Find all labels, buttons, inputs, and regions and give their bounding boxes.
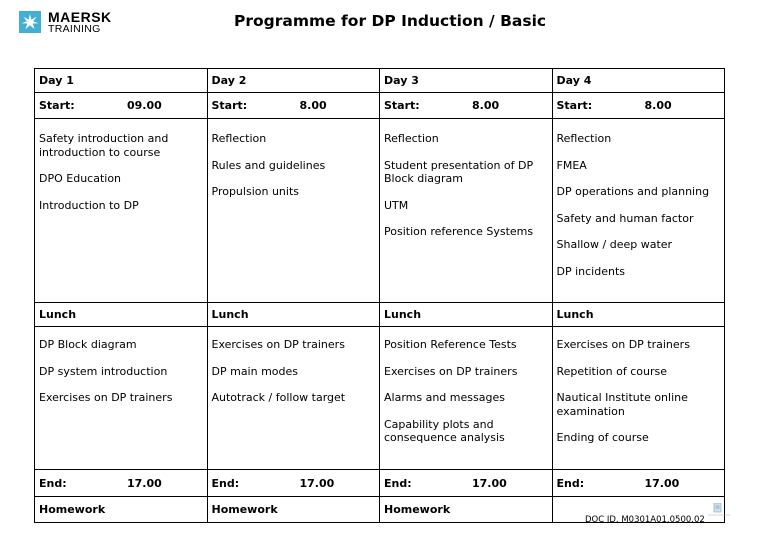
- homework-cell: Homework: [207, 497, 380, 523]
- homework-cell: Homework: [35, 497, 208, 523]
- maersk-star-icon: [19, 11, 41, 33]
- session-item: Repetition of course: [556, 364, 667, 378]
- logo-subtitle: TRAINING: [48, 23, 101, 35]
- end-label: End:: [39, 476, 67, 490]
- start-time-value: 09.00: [127, 99, 162, 112]
- end-time-cell: [207, 470, 380, 497]
- end-time-cell: [35, 470, 208, 497]
- day-header-cell: Day 1: [35, 69, 208, 93]
- end-label: End:: [211, 476, 240, 490]
- session-item: Reflection: [211, 132, 267, 145]
- start-time-value: 8.00: [299, 99, 327, 112]
- start-time-cell: [35, 93, 208, 119]
- day-header-cell: Day 4: [552, 69, 725, 93]
- start-label: Start:: [39, 99, 75, 112]
- afternoon-sessions-cell: [380, 327, 553, 470]
- logo-brand: MAERSK: [48, 9, 112, 25]
- afternoon-sessions-cell: [207, 327, 380, 470]
- start-time-cell: [552, 93, 725, 119]
- morning-sessions-row: [35, 119, 725, 303]
- star-icon: [19, 11, 41, 33]
- homework-cell: Homework: [380, 497, 553, 523]
- doc-id: DOC ID. M0301A01.0500.02: [585, 515, 705, 525]
- session-item: Position reference Systems: [384, 225, 534, 238]
- session-item: UTM: [384, 198, 409, 212]
- afternoon-sessions-cell: [552, 327, 725, 470]
- start-label: Start:: [384, 99, 420, 112]
- morning-sessions-cell: [380, 119, 553, 303]
- end-time-value: 17.00: [299, 476, 335, 490]
- lunch-row: [35, 303, 725, 327]
- session-item: Propulsion units: [211, 185, 299, 198]
- session-item: Student presentation of DP Block diagram: [384, 158, 534, 185]
- session-item: Ending of course: [556, 431, 649, 444]
- session-item: DP incidents: [556, 264, 625, 278]
- session-item: Safety introduction and introduction to course: [39, 132, 169, 159]
- session-item: Reflection: [384, 132, 439, 145]
- start-time-cell: [207, 93, 380, 119]
- session-item: Rules and guidelines: [211, 158, 326, 172]
- session-item: Capability plots and consequence analysis: [384, 417, 505, 444]
- start-time-row: [35, 93, 725, 119]
- session-item: Introduction to DP: [39, 198, 139, 212]
- session-item: DP system introduction: [39, 364, 168, 378]
- start-time-value: 8.00: [472, 99, 500, 112]
- start-time-value: 8.00: [644, 99, 672, 112]
- day-header-cell: Day 2: [207, 69, 380, 93]
- session-item: Alarms and messages: [384, 391, 505, 404]
- start-time-cell: [380, 93, 553, 119]
- lunch-cell: Lunch: [552, 303, 725, 327]
- end-time-cell: [380, 470, 553, 497]
- start-label: Start:: [211, 99, 248, 112]
- end-time-cell: [552, 470, 725, 497]
- session-item: Shallow / deep water: [556, 238, 673, 251]
- session-item: FMEA: [556, 158, 587, 172]
- end-time-value: 17.00: [472, 476, 507, 490]
- session-item: DP Block diagram: [39, 338, 137, 351]
- end-time-row: [35, 470, 725, 497]
- end-label: End:: [556, 476, 585, 490]
- end-label: End:: [384, 476, 412, 490]
- session-item: Exercises on DP trainers: [39, 391, 173, 404]
- morning-sessions-cell: [552, 119, 725, 303]
- session-item: Position Reference Tests: [384, 338, 517, 351]
- end-time-value: 17.00: [644, 476, 680, 490]
- end-time-value: 17.00: [127, 476, 162, 490]
- start-label: Start:: [556, 99, 593, 112]
- lunch-cell: Lunch: [207, 303, 380, 327]
- page-title: Programme for DP Induction / Basic: [234, 12, 547, 30]
- morning-sessions-cell: [35, 119, 208, 303]
- afternoon-sessions-cell: [35, 327, 208, 470]
- day-header-cell: Day 3: [380, 69, 553, 93]
- afternoon-sessions-row: [35, 327, 725, 470]
- session-item: Autotrack / follow target: [211, 391, 346, 404]
- session-item: DP operations and planning: [556, 185, 710, 198]
- morning-sessions-cell: [207, 119, 380, 303]
- programme-table: [34, 68, 725, 523]
- maersk-training-logo: [19, 10, 129, 36]
- session-item: Nautical Institute online examination: [556, 391, 688, 418]
- document-mark-icon: [708, 503, 730, 517]
- day-header-row: [35, 69, 725, 93]
- lunch-cell: Lunch: [35, 303, 208, 327]
- session-item: DP main modes: [211, 364, 299, 378]
- session-item: DPO Education: [39, 172, 122, 185]
- session-item: Exercises on DP trainers: [211, 338, 345, 351]
- session-item: Safety and human factor: [556, 211, 694, 225]
- session-item: Exercises on DP trainers: [384, 364, 518, 378]
- session-item: Exercises on DP trainers: [556, 338, 690, 351]
- session-item: Reflection: [556, 132, 612, 145]
- lunch-cell: Lunch: [380, 303, 553, 327]
